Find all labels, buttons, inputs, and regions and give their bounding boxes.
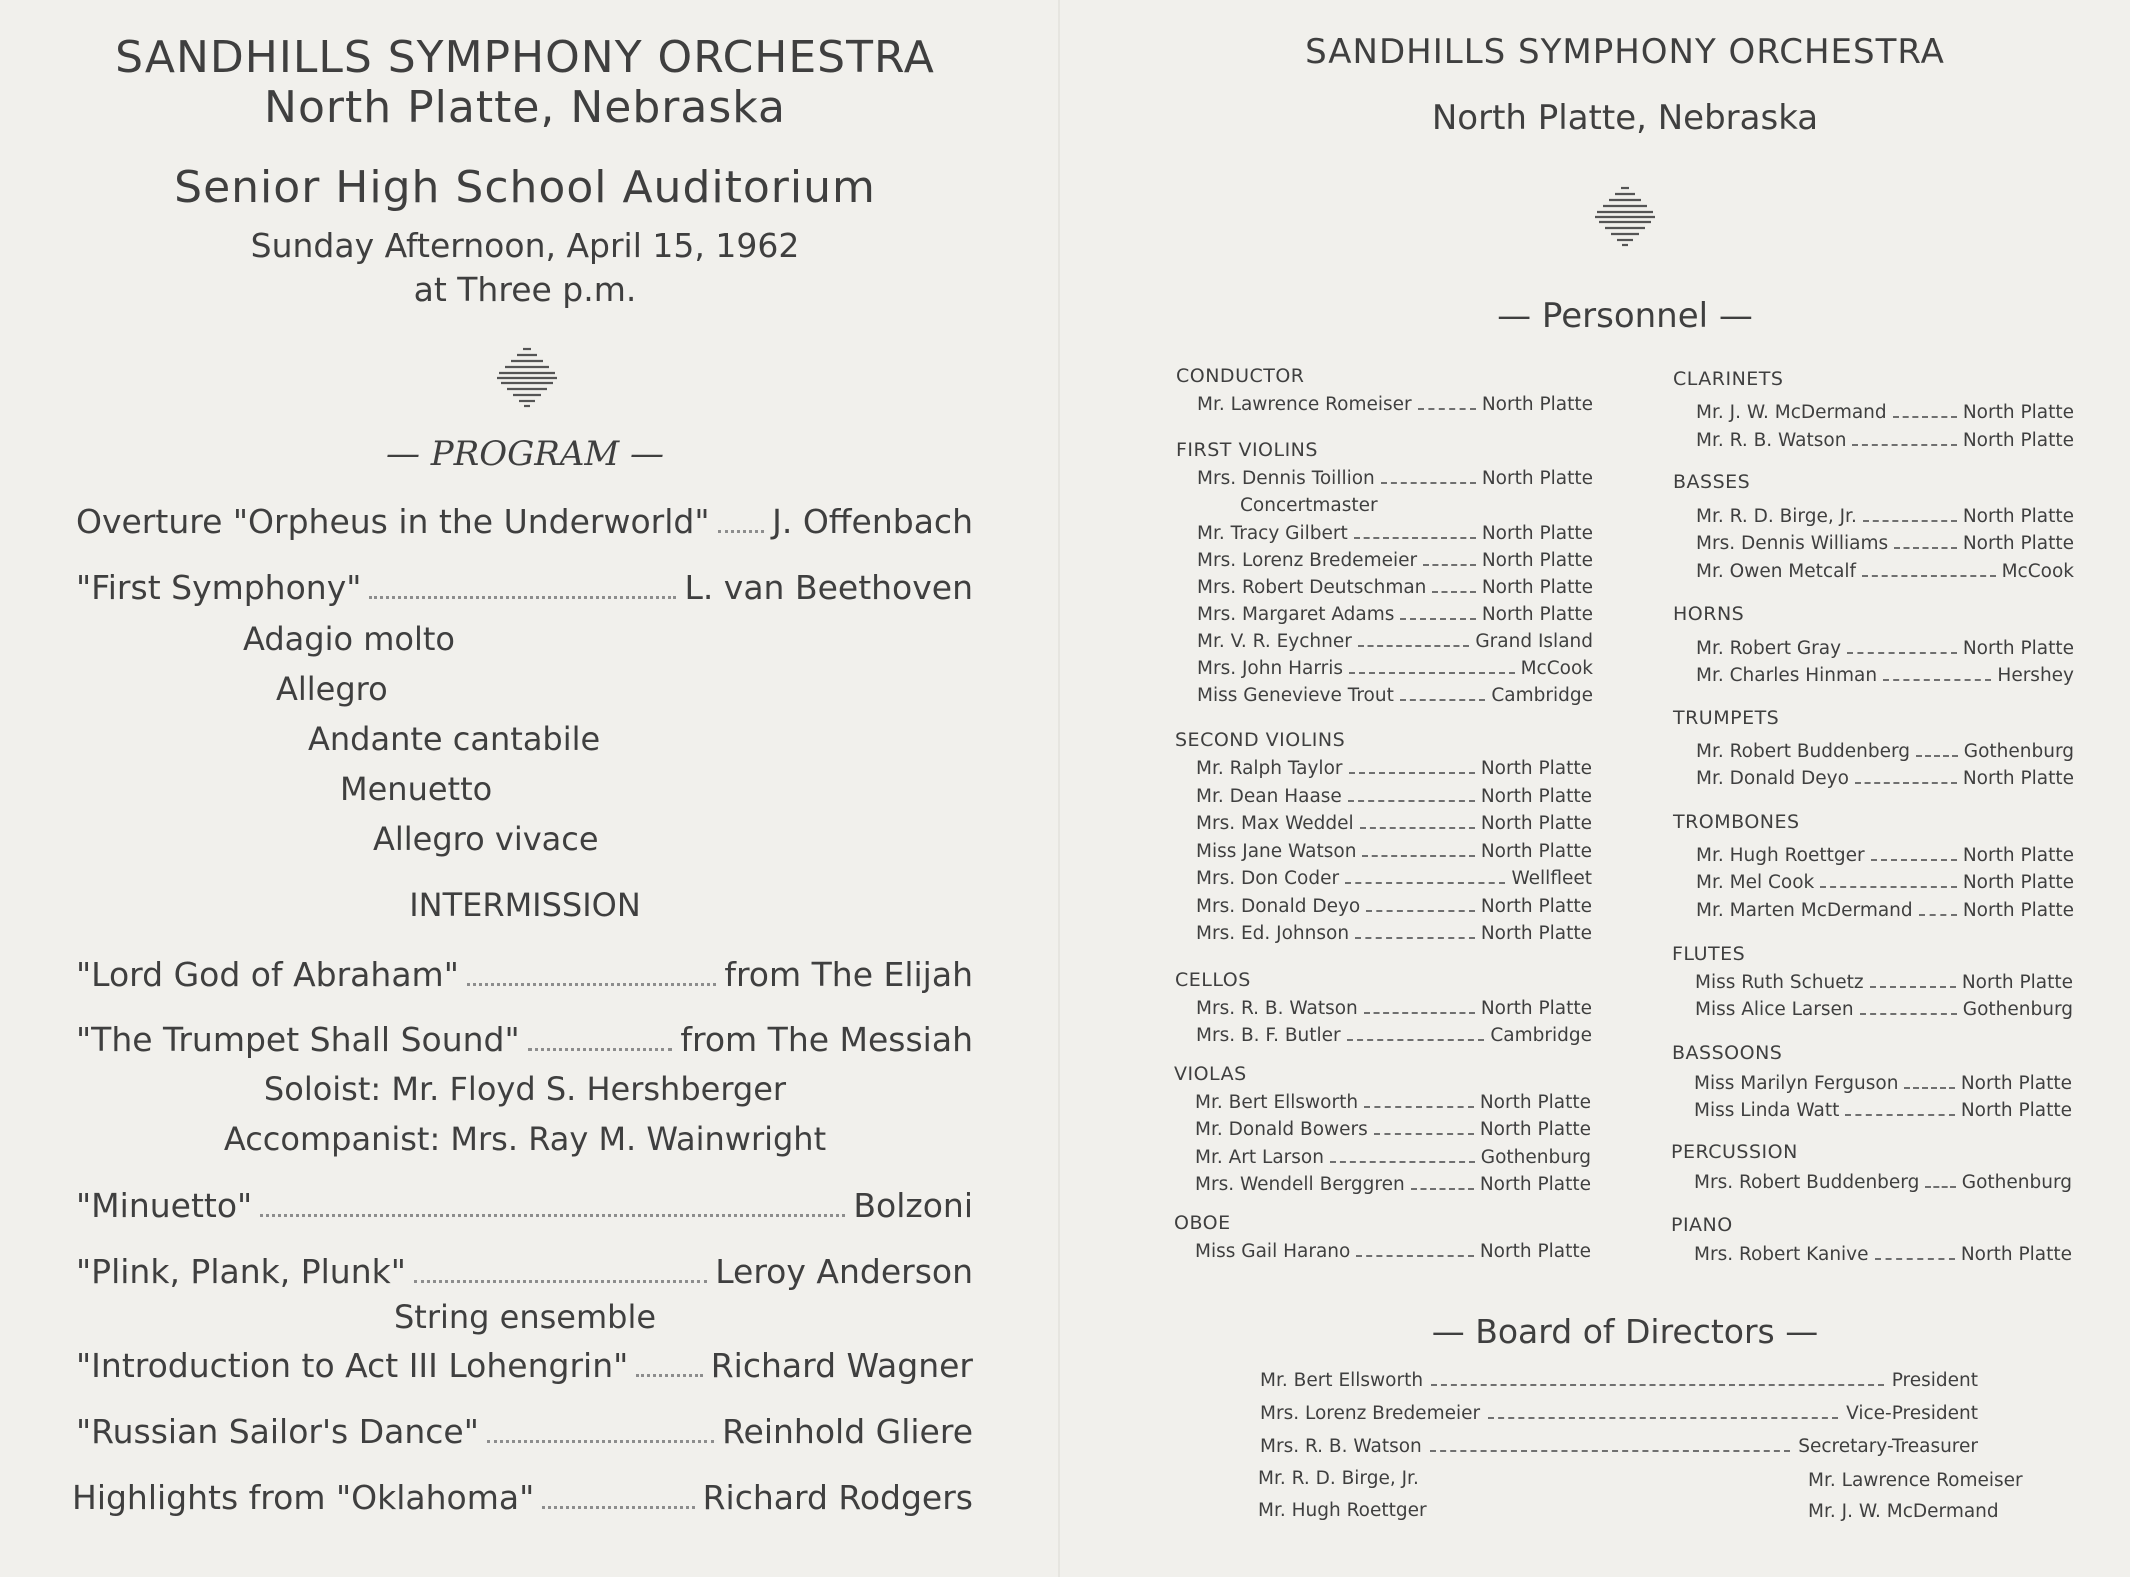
program-item: "Russian Sailor's Dance" Reinhold Gliere xyxy=(76,1412,973,1451)
section-basses: BASSES xyxy=(1673,471,1751,493)
member-row: Mr. Charles Hinman Hershey xyxy=(1696,665,2074,686)
concert-time: at Three p.m. xyxy=(413,270,637,309)
program-item: Highlights from "Oklahoma" Richard Rodgers xyxy=(72,1478,973,1517)
movement: Menuetto xyxy=(340,770,493,808)
movement: Andante cantabile xyxy=(308,720,601,758)
member-row: Mrs. B. F. Butler Cambridge xyxy=(1196,1025,1592,1046)
board-member: Mr. Lawrence Romeiser xyxy=(1808,1470,2023,1491)
member-row: Mr. Hugh Roettger North Platte xyxy=(1696,845,2074,866)
member-row: Mr. R. B. Watson North Platte xyxy=(1696,430,2074,451)
board-officer-row: Mrs. Lorenz Bredemeier Vice-President xyxy=(1260,1403,1978,1424)
program-heading: — PROGRAM — xyxy=(385,434,665,474)
member-row: Mrs. Dennis Williams North Platte xyxy=(1696,533,2074,554)
member-row: Mrs. Lorenz Bredemeier North Platte xyxy=(1197,550,1593,571)
member-row: Mrs. John Harris McCook xyxy=(1197,658,1593,679)
section-trombones: TROMBONES xyxy=(1673,811,1800,833)
movement: Allegro vivace xyxy=(373,820,599,858)
program-item: "Minuetto" Bolzoni xyxy=(76,1186,973,1225)
board-member: Mr. J. W. McDermand xyxy=(1808,1501,1999,1522)
member-row: Mrs. Ed. Johnson North Platte xyxy=(1196,923,1592,944)
member-row: Mr. Dean Haase North Platte xyxy=(1196,786,1592,807)
member-row: Mrs. Robert Kanive North Platte xyxy=(1694,1244,2072,1265)
member-row: Mrs. Robert Buddenberg Gothenburg xyxy=(1694,1172,2072,1193)
concert-date: Sunday Afternoon, April 15, 1962 xyxy=(250,226,800,265)
member-row: Miss Alice Larsen Gothenburg xyxy=(1695,999,2073,1020)
program-item: "The Trumpet Shall Sound" from The Messiah xyxy=(76,1020,973,1059)
member-row: Mrs. Margaret Adams North Platte xyxy=(1197,604,1593,625)
member-row: Mr. Owen Metcalf McCook xyxy=(1696,561,2074,582)
section-flutes: FLUTES xyxy=(1672,943,1746,965)
board-member: Mr. Hugh Roettger xyxy=(1258,1500,1427,1521)
member-row: Mr. R. D. Birge, Jr. North Platte xyxy=(1696,506,2074,527)
member-row: Mr. J. W. McDermand North Platte xyxy=(1696,402,2074,423)
member-row: Mr. Ralph Taylor North Platte xyxy=(1196,758,1592,779)
location: North Platte, Nebraska xyxy=(1431,98,1819,138)
member-row: Mr. Marten McDermand North Platte xyxy=(1696,900,2074,921)
member-row: Mrs. Max Weddel North Platte xyxy=(1196,813,1592,834)
member-row: Mr. Donald Deyo North Platte xyxy=(1696,768,2074,789)
member-row: Miss Genevieve Trout Cambridge xyxy=(1197,685,1593,706)
string-ensemble: String ensemble xyxy=(393,1298,657,1336)
member-row: Miss Ruth Schuetz North Platte xyxy=(1695,972,2073,993)
board-officer-row: Mrs. R. B. Watson Secretary-Treasurer xyxy=(1260,1436,1978,1457)
soloist: Soloist: Mr. Floyd S. Hershberger xyxy=(263,1070,787,1108)
movement: Allegro xyxy=(276,670,388,708)
section-trumpets: TRUMPETS xyxy=(1673,707,1780,729)
member-row: Mrs. Donald Deyo North Platte xyxy=(1196,896,1592,917)
section-bassoons: BASSOONS xyxy=(1672,1042,1783,1064)
board-member: Mr. R. D. Birge, Jr. xyxy=(1258,1468,1419,1489)
member-row: Mr. Donald Bowers North Platte xyxy=(1195,1119,1591,1140)
program-item: "Lord God of Abraham" from The Elijah xyxy=(76,955,973,994)
movement: Adagio molto xyxy=(243,620,455,658)
member-row: Miss Gail Harano North Platte xyxy=(1195,1241,1591,1262)
member-row: Mrs. Don Coder Wellfleet xyxy=(1196,868,1592,889)
program-page xyxy=(0,0,1060,1577)
member-row: Miss Jane Watson North Platte xyxy=(1196,841,1592,862)
diamond-ornament-icon xyxy=(495,345,559,409)
section-percussion: PERCUSSION xyxy=(1671,1141,1798,1163)
program-item: "Introduction to Act III Lohengrin" Richard Wagner xyxy=(76,1346,973,1385)
personnel-page xyxy=(1060,0,2130,1577)
program-item: Overture "Orpheus in the Underworld" J. Offenbach xyxy=(76,502,973,541)
member-row: Mr. Bert Ellsworth North Platte xyxy=(1195,1092,1591,1113)
member-row: Mr. Tracy Gilbert North Platte xyxy=(1197,523,1593,544)
program-item: "First Symphony" L. van Beethoven xyxy=(76,568,973,607)
section-violas: VIOLAS xyxy=(1174,1063,1247,1085)
member-row: Mr. Robert Buddenberg Gothenburg xyxy=(1696,741,2074,762)
location: North Platte, Nebraska xyxy=(264,82,786,133)
section-cellos: CELLOS xyxy=(1175,969,1251,991)
member-row: Mr. Robert Gray North Platte xyxy=(1696,638,2074,659)
member-row: Mrs. Robert Deutschman North Platte xyxy=(1197,577,1593,598)
member-row: Mr. Mel Cook North Platte xyxy=(1696,872,2074,893)
board-officer-row: Mr. Bert Ellsworth President xyxy=(1260,1370,1978,1391)
venue: Senior High School Auditorium xyxy=(174,162,876,213)
section-conductor: CONDUCTOR xyxy=(1176,365,1305,387)
section-second-violins: SECOND VIOLINS xyxy=(1175,729,1346,751)
personnel-heading: — Personnel — xyxy=(1497,296,1753,336)
accompanist: Accompanist: Mrs. Ray M. Wainwright xyxy=(223,1120,827,1158)
member-row: Miss Marilyn Ferguson North Platte xyxy=(1694,1073,2072,1094)
program-item: "Plink, Plank, Plunk" Leroy Anderson xyxy=(76,1252,973,1291)
section-horns: HORNS xyxy=(1673,603,1745,625)
board-heading: — Board of Directors — xyxy=(1431,1312,1819,1351)
section-oboe: OBOE xyxy=(1174,1212,1231,1234)
section-clarinets: CLARINETS xyxy=(1673,368,1784,390)
member-row: Mrs. R. B. Watson North Platte xyxy=(1196,998,1592,1019)
intermission: INTERMISSION xyxy=(409,886,641,924)
member-row: Mr. V. R. Eychner Grand Island xyxy=(1197,631,1593,652)
member-row: Mrs. Wendell Berggren North Platte xyxy=(1195,1174,1591,1195)
orchestra-name: SANDHILLS SYMPHONY ORCHESTRA xyxy=(1305,32,1945,72)
concertmaster-note: Concertmaster xyxy=(1240,495,1378,516)
member-row: Mr. Lawrence Romeiser North Platte xyxy=(1197,394,1593,415)
section-piano: PIANO xyxy=(1671,1214,1733,1236)
diamond-ornament-icon xyxy=(1593,184,1657,248)
orchestra-name: SANDHILLS SYMPHONY ORCHESTRA xyxy=(115,32,935,83)
member-row: Mrs. Dennis Toillion North Platte xyxy=(1197,468,1593,489)
member-row: Miss Linda Watt North Platte xyxy=(1694,1100,2072,1121)
section-first-violins: FIRST VIOLINS xyxy=(1176,439,1318,461)
member-row: Mr. Art Larson Gothenburg xyxy=(1195,1147,1591,1168)
